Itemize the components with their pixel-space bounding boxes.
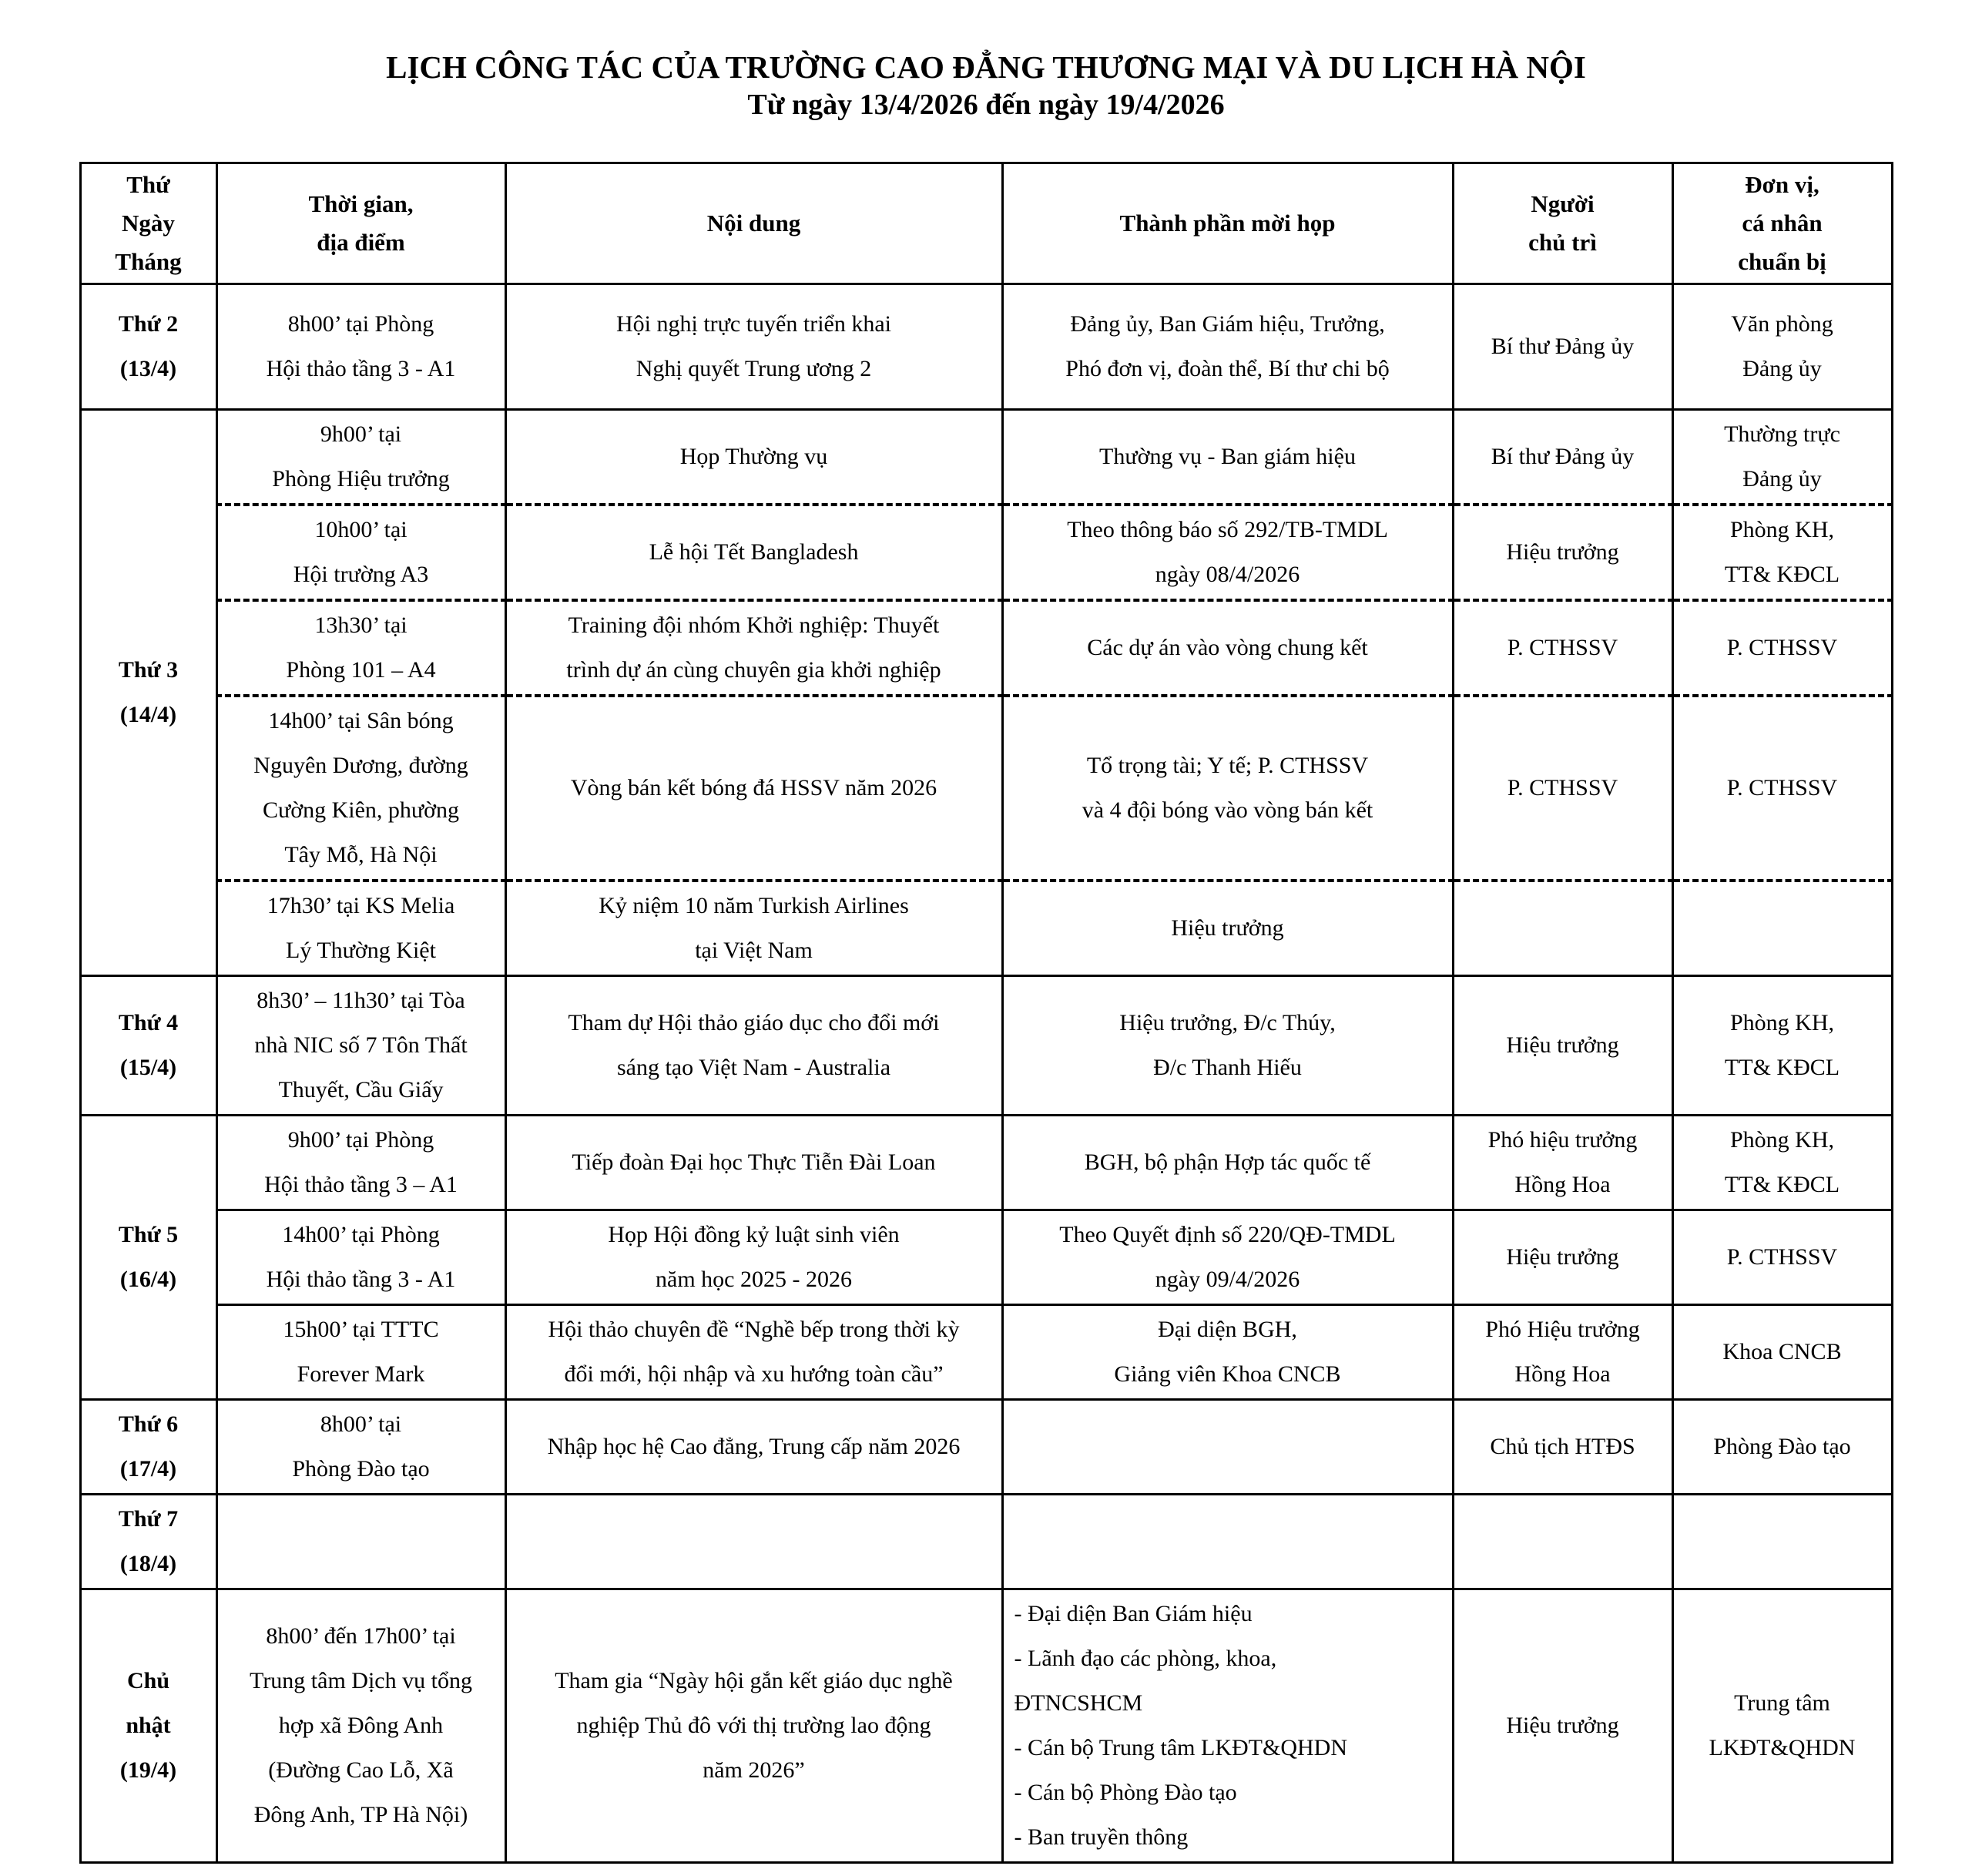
unit-cell: [1672, 1210, 1892, 1305]
content-cell: [505, 1210, 1002, 1305]
header-cell-time: [216, 163, 505, 284]
text-line: (18/4): [119, 1551, 177, 1576]
text-line: Thứ: [126, 171, 170, 198]
time-cell: [216, 1589, 505, 1863]
text-line: Theo Quyết định số 220/QĐ-TMDL: [1059, 1222, 1396, 1247]
text-line: 14h00’ tại Phòng: [282, 1222, 440, 1247]
text-line: - Cán bộ Phòng Đào tạo: [1014, 1780, 1237, 1805]
text-line: Phó hiệu trưởng: [1487, 1127, 1638, 1153]
text-line: Giảng viên Khoa CNCB: [1114, 1361, 1341, 1387]
participants-cell: [1002, 505, 1453, 600]
document-title: LỊCH CÔNG TÁC CỦA TRƯỜNG CAO ĐẲNG THƯƠNG MẠI VÀ DU LỊCH HÀ NỘI: [386, 49, 1586, 85]
schedule-table: [79, 162, 1893, 1864]
text-line: Phòng Hiệu trưởng: [272, 466, 450, 492]
chair-cell: [1453, 1305, 1672, 1400]
text-line: 17h30’ tại KS Melia: [267, 893, 455, 918]
text-line: P. CTHSSV: [1507, 775, 1618, 800]
text-line: Tiếp đoàn Đại học Thực Tiễn Đài Loan: [572, 1149, 936, 1175]
text-line: 13h30’ tại: [314, 612, 407, 638]
content-cell: [505, 1589, 1002, 1863]
text-line: P. CTHSSV: [1726, 635, 1838, 660]
text-line: 9h00’ tại Phòng: [287, 1127, 434, 1153]
day-cell: [80, 976, 216, 1116]
unit-cell: [1672, 1400, 1892, 1495]
text-line: Đ/c Thanh Hiếu: [1153, 1055, 1302, 1080]
participants-cell: [1002, 1495, 1453, 1589]
text-line: Thứ 2: [118, 311, 179, 337]
table-row: [80, 1116, 1892, 1210]
chair-cell: [1453, 1589, 1672, 1863]
text-line: Thứ 6: [118, 1411, 179, 1437]
text-line: P. CTHSSV: [1726, 775, 1838, 800]
text-line: (13/4): [119, 356, 177, 381]
text-line: Hồng Hoa: [1514, 1172, 1611, 1197]
time-cell: [216, 1116, 505, 1210]
text-line: Phòng KH,: [1729, 1127, 1834, 1153]
text-line: nghiệp Thủ đô với thị trường lao động: [576, 1713, 931, 1738]
text-line: Nguyên Dương, đường: [253, 753, 468, 778]
table-row: [80, 1495, 1892, 1589]
text-line: địa điểm: [317, 229, 405, 256]
participants-cell: [1002, 1305, 1453, 1400]
text-line: Theo thông báo số 292/TB-TMDL: [1067, 517, 1388, 542]
chair-cell: [1453, 600, 1672, 696]
chair-cell: [1453, 1495, 1672, 1589]
time-cell: [216, 505, 505, 600]
text-line: - Ban truyền thông: [1014, 1824, 1189, 1850]
unit-cell: [1672, 976, 1892, 1116]
text-line: Lý Thường Kiệt: [286, 938, 436, 963]
text-line: BGH, bộ phận Hợp tác quốc tế: [1084, 1149, 1371, 1175]
text-line: Chủ: [126, 1668, 170, 1693]
header-cell-participants: [1002, 163, 1453, 284]
text-line: TT& KĐCL: [1724, 1172, 1840, 1197]
unit-cell: [1672, 1495, 1892, 1589]
text-line: Vòng bán kết bóng đá HSSV năm 2026: [570, 775, 937, 800]
table-row: [80, 1210, 1892, 1305]
time-cell: [216, 410, 505, 505]
text-line: Kỷ niệm 10 năm Turkish Airlines: [599, 893, 909, 918]
text-line: Tham dự Hội thảo giáo dục cho đổi mới: [568, 1010, 940, 1035]
text-line: - Đại diện Ban Giám hiệu: [1014, 1601, 1253, 1626]
participants-cell: [1002, 600, 1453, 696]
table-row: [80, 881, 1892, 976]
text-line: trình dự án cùng chuyên gia khởi nghiệp: [566, 657, 941, 683]
text-line: Hội thảo tầng 3 – A1: [264, 1172, 458, 1197]
text-line: 14h00’ tại Sân bóng: [268, 708, 454, 733]
content-cell: [505, 505, 1002, 600]
unit-cell: [1672, 696, 1892, 881]
chair-cell: [1453, 284, 1672, 410]
chair-cell: [1453, 1210, 1672, 1305]
text-line: nhà NIC số 7 Tôn Thất: [254, 1032, 468, 1058]
text-line: Hiệu trưởng: [1506, 1713, 1619, 1738]
text-line: 8h00’ tại: [320, 1411, 402, 1437]
text-line: ngày 09/4/2026: [1155, 1267, 1300, 1292]
content-cell: [505, 881, 1002, 976]
participants-cell: [1002, 1400, 1453, 1495]
participants-cell: [1002, 976, 1453, 1116]
text-line: 9h00’ tại: [320, 421, 402, 447]
chair-cell: [1453, 696, 1672, 881]
table-row: [80, 410, 1892, 505]
text-line: chuẩn bị: [1738, 248, 1826, 275]
text-line: năm 2026”: [703, 1757, 805, 1783]
text-line: Phòng Đào tạo: [1713, 1434, 1851, 1459]
text-line: Chủ tịch HTĐS: [1490, 1434, 1635, 1459]
text-line: Thời gian,: [308, 190, 414, 217]
text-line: Hội trường A3: [293, 562, 429, 587]
header-cell-day: [80, 163, 216, 284]
text-line: TT& KĐCL: [1724, 562, 1840, 587]
table-row: [80, 696, 1892, 881]
chair-cell: [1453, 881, 1672, 976]
text-line: 10h00’ tại: [314, 517, 407, 542]
unit-cell: [1672, 284, 1892, 410]
text-line: Người: [1531, 190, 1595, 217]
document-subtitle: Từ ngày 13/4/2026 đến ngày 19/4/2026: [747, 89, 1225, 121]
time-cell: [216, 600, 505, 696]
text-line: Đảng ủy: [1742, 356, 1822, 381]
text-line: sáng tạo Việt Nam - Australia: [616, 1055, 891, 1080]
table-row: [80, 1589, 1892, 1863]
chair-cell: [1453, 1116, 1672, 1210]
participants-cell: [1002, 1589, 1453, 1863]
text-line: Cường Kiên, phường: [262, 797, 460, 823]
text-line: 8h00’ tại Phòng: [287, 311, 434, 337]
text-line: Tây Mỗ, Hà Nội: [284, 842, 438, 868]
content-cell: [505, 696, 1002, 881]
time-cell: [216, 1305, 505, 1400]
text-line: Hiệu trưởng: [1506, 1032, 1619, 1058]
text-line: ngày 08/4/2026: [1155, 562, 1300, 587]
text-line: Thành phần mời họp: [1119, 210, 1336, 237]
table-row: [80, 1400, 1892, 1495]
text-line: Phòng KH,: [1729, 1010, 1834, 1035]
unit-cell: [1672, 410, 1892, 505]
unit-cell: [1672, 505, 1892, 600]
text-line: 15h00’ tại TTTC: [283, 1317, 439, 1342]
text-line: tại Việt Nam: [695, 938, 813, 963]
text-line: Training đội nhóm Khởi nghiệp: Thuyết: [568, 612, 940, 638]
day-cell: [80, 1589, 216, 1863]
time-cell: [216, 1495, 505, 1589]
text-line: Thứ 7: [118, 1506, 179, 1532]
text-line: Thuyết, Cầu Giấy: [278, 1077, 444, 1102]
time-cell: [216, 976, 505, 1116]
text-line: Lễ hội Tết Bangladesh: [649, 539, 859, 565]
content-cell: [505, 976, 1002, 1116]
text-line: (15/4): [119, 1055, 177, 1080]
text-line: Thứ 4: [118, 1010, 179, 1035]
text-line: - Lãnh đạo các phòng, khoa,: [1014, 1646, 1277, 1671]
text-line: 8h30’ – 11h30’ tại Tòa: [257, 988, 465, 1013]
text-line: và 4 đội bóng vào vòng bán kết: [1082, 797, 1373, 823]
text-line: hợp xã Đông Anh: [278, 1713, 444, 1738]
text-line: Phòng 101 – A4: [286, 657, 436, 683]
text-line: Tháng: [115, 248, 182, 275]
participants-cell: [1002, 881, 1453, 976]
participants-cell: [1002, 284, 1453, 410]
text-line: TT& KĐCL: [1724, 1055, 1840, 1080]
text-line: Thường trực: [1724, 421, 1840, 447]
day-cell: [80, 410, 216, 976]
text-line: Đảng ủy: [1742, 466, 1822, 492]
content-cell: [505, 284, 1002, 410]
text-line: Các dự án vào vòng chung kết: [1087, 635, 1368, 660]
table-row: [80, 976, 1892, 1116]
participants-cell: [1002, 1116, 1453, 1210]
header-cell-unit: [1672, 163, 1892, 284]
day-cell: [80, 1495, 216, 1589]
text-line: Họp Hội đồng kỷ luật sinh viên: [608, 1222, 900, 1247]
text-line: Khoa CNCB: [1722, 1339, 1842, 1364]
text-line: Phòng KH,: [1729, 517, 1834, 542]
schedule-table-header: [80, 163, 1892, 284]
content-cell: [505, 410, 1002, 505]
text-line: Họp Thường vụ: [679, 444, 828, 469]
text-line: Trung tâm Dịch vụ tổng: [250, 1668, 472, 1693]
text-line: Tổ trọng tài; Y tế; P. CTHSSV: [1086, 753, 1369, 778]
time-cell: [216, 1210, 505, 1305]
unit-cell: [1672, 1116, 1892, 1210]
text-line: P. CTHSSV: [1507, 635, 1618, 660]
text-line: Hội thảo tầng 3 - A1: [266, 356, 456, 381]
text-line: Hội nghị trực tuyến triển khai: [615, 311, 891, 337]
day-cell: [80, 284, 216, 410]
text-line: (Đường Cao Lỗ, Xã: [268, 1757, 454, 1783]
text-line: LKĐT&QHDN: [1709, 1735, 1856, 1760]
text-line: - Cán bộ Trung tâm LKĐT&QHDN: [1014, 1735, 1347, 1760]
time-cell: [216, 696, 505, 881]
text-line: Văn phòng: [1731, 311, 1833, 337]
text-line: chủ trì: [1528, 229, 1597, 256]
unit-cell: [1672, 600, 1892, 696]
content-cell: [505, 1400, 1002, 1495]
text-line: Forever Mark: [297, 1361, 425, 1387]
text-line: Hội thảo chuyên đề “Nghề bếp trong thời kỳ: [548, 1317, 960, 1342]
text-line: (14/4): [119, 702, 177, 727]
participants-cell: [1002, 1210, 1453, 1305]
time-cell: [216, 1400, 505, 1495]
chair-cell: [1453, 1400, 1672, 1495]
chair-cell: [1453, 505, 1672, 600]
day-cell: [80, 1116, 216, 1400]
text-line: Hiệu trưởng, Đ/c Thúy,: [1119, 1010, 1336, 1035]
content-cell: [505, 1116, 1002, 1210]
unit-cell: [1672, 1589, 1892, 1863]
participants-cell: [1002, 696, 1453, 881]
content-cell: [505, 600, 1002, 696]
chair-cell: [1453, 976, 1672, 1116]
table-row: [80, 505, 1892, 600]
text-line: Hiệu trưởng: [1506, 539, 1619, 565]
text-line: đổi mới, hội nhập và xu hướng toàn cầu”: [564, 1361, 944, 1387]
text-line: Thứ 3: [118, 657, 179, 683]
text-line: Nghị quyết Trung ương 2: [636, 356, 872, 381]
text-line: cá nhân: [1742, 210, 1823, 237]
unit-cell: [1672, 1305, 1892, 1400]
text-line: Phó Hiệu trưởng: [1485, 1317, 1640, 1342]
text-line: Bí thư Đảng ủy: [1491, 444, 1635, 469]
text-line: (17/4): [119, 1456, 177, 1482]
text-line: nhật: [126, 1713, 171, 1738]
text-line: Đơn vị,: [1745, 171, 1819, 198]
text-line: Hiệu trưởng: [1506, 1244, 1619, 1270]
table-row: [80, 1305, 1892, 1400]
text-line: P. CTHSSV: [1726, 1244, 1838, 1270]
text-line: Thường vụ - Ban giám hiệu: [1099, 444, 1356, 469]
header-cell-chair: [1453, 163, 1672, 284]
chair-cell: [1453, 410, 1672, 505]
text-line: năm học 2025 - 2026: [656, 1267, 852, 1292]
time-cell: [216, 284, 505, 410]
header-cell-content: [505, 163, 1002, 284]
time-cell: [216, 881, 505, 976]
text-line: Thứ 5: [118, 1222, 179, 1247]
table-row: [80, 284, 1892, 410]
text-line: Bí thư Đảng ủy: [1491, 334, 1635, 359]
content-cell: [505, 1495, 1002, 1589]
text-line: Đông Anh, TP Hà Nội): [253, 1802, 468, 1827]
text-line: ĐTNCSHCM: [1014, 1690, 1143, 1716]
unit-cell: [1672, 881, 1892, 976]
header-row: [80, 163, 1892, 284]
text-line: Hiệu trưởng: [1171, 915, 1284, 941]
text-line: Hội thảo tầng 3 - A1: [266, 1267, 456, 1292]
participants-cell: [1002, 410, 1453, 505]
text-line: Đảng ủy, Ban Giám hiệu, Trưởng,: [1070, 311, 1385, 337]
text-line: Tham gia “Ngày hội gắn kết giáo dục nghề: [555, 1668, 953, 1693]
text-line: Đại diện BGH,: [1158, 1317, 1297, 1342]
text-line: Phòng Đào tạo: [292, 1456, 430, 1482]
day-cell: [80, 1400, 216, 1495]
text-line: Nhập học hệ Cao đẳng, Trung cấp năm 2026: [547, 1434, 961, 1459]
text-line: Ngày: [122, 210, 175, 237]
table-row: [80, 600, 1892, 696]
text-line: (19/4): [119, 1757, 177, 1783]
text-line: Trung tâm: [1734, 1690, 1830, 1716]
text-line: 8h00’ đến 17h00’ tại: [266, 1623, 456, 1649]
text-line: Phó đơn vị, đoàn thể, Bí thư chi bộ: [1065, 356, 1390, 381]
text-line: (16/4): [119, 1267, 177, 1292]
schedule-table-body: [80, 284, 1892, 1863]
text-line: Hồng Hoa: [1514, 1361, 1611, 1387]
content-cell: [505, 1305, 1002, 1400]
text-line: Nội dung: [706, 210, 801, 237]
